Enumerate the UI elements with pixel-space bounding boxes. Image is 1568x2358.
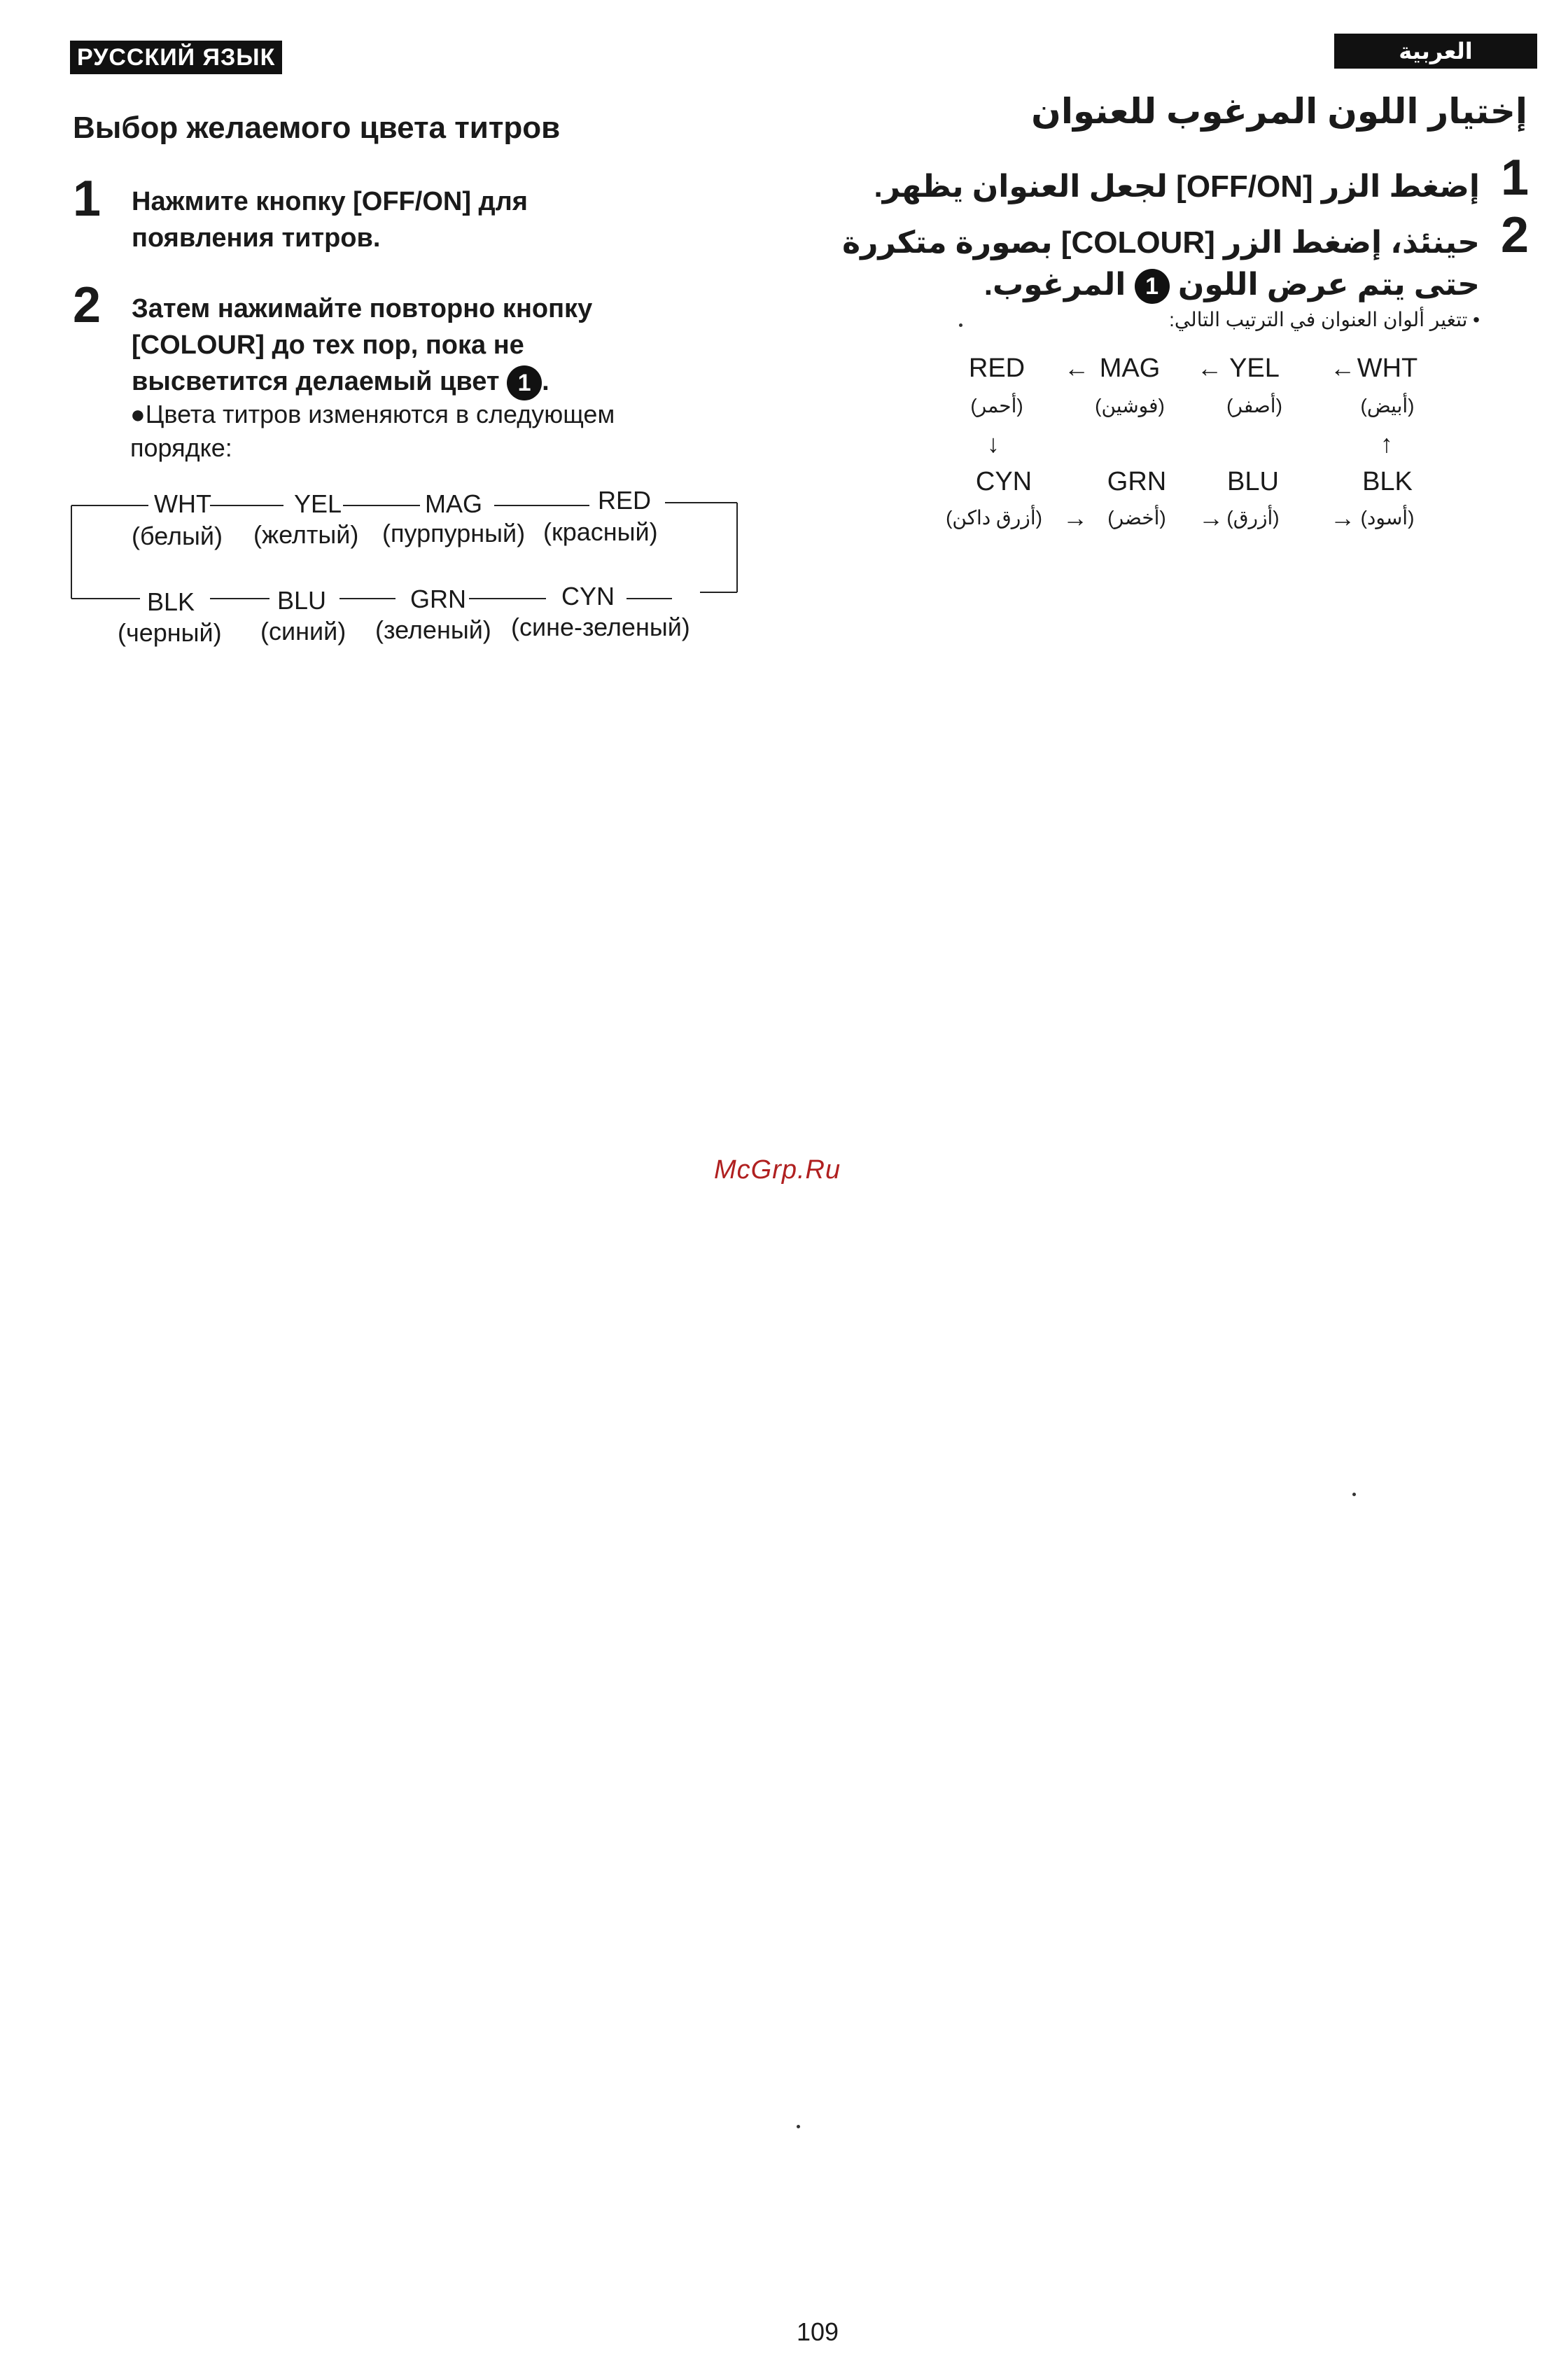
ru-bottom-name-black: (черный) xyxy=(118,618,222,647)
ru-bottom-code-blk: BLK xyxy=(147,587,195,616)
scan-dot xyxy=(1352,1493,1356,1496)
russian-language-tag: РУССКИЙ ЯЗЫК xyxy=(70,41,282,74)
ru-top-name-purple: (пурпурный) xyxy=(382,519,526,547)
ar-name-yellow: (أصفر) xyxy=(1226,395,1282,417)
ru-top-name-yellow: (желтый) xyxy=(253,520,359,549)
ru-bottom-code-cyn: CYN xyxy=(561,582,615,611)
ru-step-2-line3 xyxy=(132,363,762,400)
ar-arrow-right-2: → xyxy=(1198,503,1224,532)
ar-step-2-line1: حينئذ، إضغط الزر [COLOUR] بصورة متكررة xyxy=(842,225,1480,260)
ar-step-2-number: 2 xyxy=(1500,207,1529,263)
ar-code-wht: WHT xyxy=(1357,354,1418,383)
ru-bottom-code-grn: GRN xyxy=(410,585,466,613)
ru-color-order-note: ●Цвета титров изменяются в следующем порядке: xyxy=(130,400,615,462)
ar-name-white: (أبيض) xyxy=(1360,395,1415,417)
scan-dot xyxy=(797,2125,800,2128)
ar-step-2-line2-text: حتى يتم عرض اللون xyxy=(1177,267,1480,302)
ru-top-code-yel: YEL xyxy=(294,489,342,518)
ru-step-1-number: 1 xyxy=(73,171,102,227)
ar-name-dark-blue: (أزرق داكن) xyxy=(946,507,1042,529)
scan-dot xyxy=(959,323,962,327)
arabic-language-tag: العربية xyxy=(1334,34,1537,69)
ru-top-code-mag: MAG xyxy=(425,489,483,518)
ar-name-red: (أحمر) xyxy=(970,395,1023,417)
ru-top-name-red: (красный) xyxy=(543,517,658,546)
ru-top-code-wht: WHT xyxy=(154,489,211,518)
ar-color-marker-icon: 1 xyxy=(1135,269,1170,304)
ar-step-2-line2 xyxy=(984,263,1480,307)
ru-step-2-number: 2 xyxy=(73,277,102,333)
ar-step-2-line2-end: المرغوب. xyxy=(983,267,1126,302)
ar-color-order-note: • تتغير ألوان العنوان في الترتيب التالي: xyxy=(1169,309,1480,330)
ru-section-title: Выбор желаемого цвета титров xyxy=(73,111,561,145)
ru-bottom-name-green: (зеленый) xyxy=(375,615,491,644)
ar-code-red: RED xyxy=(968,354,1026,383)
ru-step-2-line2: [COLOUR] до тех пор, пока не xyxy=(132,330,524,360)
page-number: 109 xyxy=(797,2317,839,2346)
ar-arrow-right-3: → xyxy=(1330,503,1355,532)
ru-top-name-white: (белый) xyxy=(132,522,223,550)
ar-arrow-left-3: ← xyxy=(1330,354,1355,382)
ar-code-yel: YEL xyxy=(1229,354,1280,383)
watermark: McGrp.Ru xyxy=(714,1155,841,1185)
ar-name-black: (أسود) xyxy=(1360,507,1415,529)
ar-code-cyn: CYN xyxy=(975,467,1032,496)
ar-arrow-left-2: ← xyxy=(1197,354,1222,382)
ru-step-2-period: . xyxy=(542,367,550,396)
ru-step-2-text xyxy=(132,291,762,400)
ar-code-mag: MAG xyxy=(1099,354,1161,383)
ru-bottom-code-blu: BLU xyxy=(277,586,327,615)
ru-step-2-line1: Затем нажимайте повторно кнопку xyxy=(132,294,593,323)
ru-top-code-red: RED xyxy=(598,486,652,515)
ar-arrow-right-1: → xyxy=(1063,503,1088,532)
ar-arrow-up: ↑ xyxy=(1380,429,1393,458)
ar-color-grid xyxy=(938,354,1484,550)
ar-arrow-down: ↓ xyxy=(987,429,1000,458)
ar-step-1-number: 1 xyxy=(1500,150,1529,206)
ar-section-title: إختيار اللون المرغوب للعنوان xyxy=(1031,92,1527,131)
ru-bottom-name-cyan: (сине-зеленый) xyxy=(511,613,690,641)
ru-step-1-text: Нажмите кнопку [OFF/ON] для появления титров. xyxy=(132,187,528,253)
ar-arrow-left-1: ← xyxy=(1064,354,1089,382)
ar-step-1-text: إضغط الزر [OFF/ON] لجعل العنوان يظهر. xyxy=(874,169,1480,204)
ar-name-green: (أخضر) xyxy=(1107,507,1166,529)
ru-step-2-line3-text: высветится делаемый цвет xyxy=(132,367,500,396)
ar-name-blue: (أزرق) xyxy=(1226,507,1280,529)
ru-color-marker-icon: 1 xyxy=(507,365,542,400)
ar-name-magenta: (فوشين) xyxy=(1095,395,1165,417)
ru-bottom-name-blue: (синий) xyxy=(260,617,346,646)
ar-code-blk: BLK xyxy=(1362,467,1413,496)
ar-code-blu: BLU xyxy=(1227,467,1279,496)
ar-code-grn: GRN xyxy=(1107,467,1167,496)
